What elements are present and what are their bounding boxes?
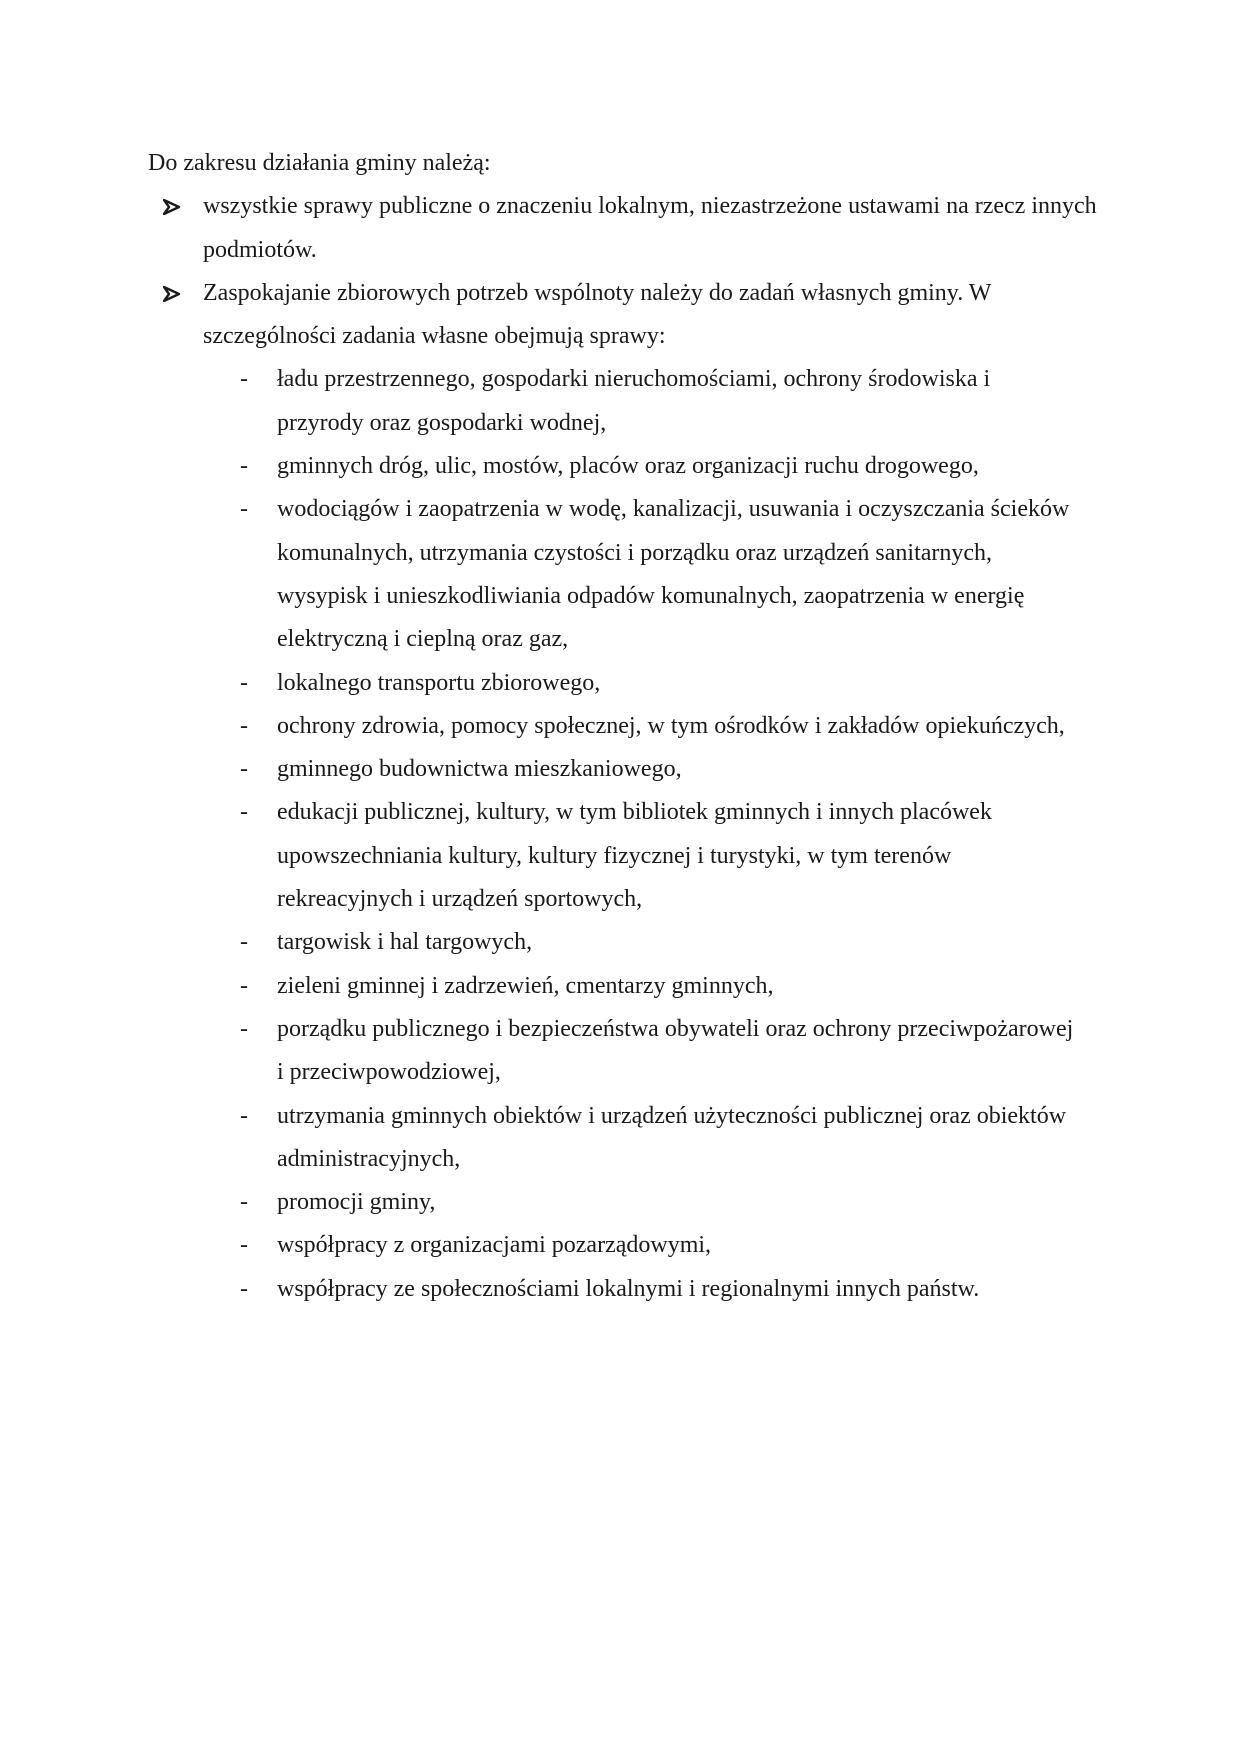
sub-item-text: promocji gminy, — [277, 1189, 436, 1216]
dash-bullet: - — [240, 1189, 248, 1216]
dash-bullet: - — [240, 669, 248, 696]
bullet-text: Zaspokajanie zbiorowych potrzeb wspólnoty należy do zadań własnych gminy. W szczególności zadania własne obejmują sprawy: — [203, 279, 992, 350]
dash-bullet: - — [240, 496, 248, 523]
dash-bullet: - — [240, 366, 248, 393]
sub-item-text: współpracy ze społecznościami lokalnymi i regionalnymi innych państw. — [277, 1275, 980, 1302]
sub-list-item — [203, 358, 1108, 445]
dash-bullet: - — [240, 756, 248, 783]
sub-list-item — [203, 965, 1108, 1008]
sub-list-item — [203, 921, 1108, 964]
task-sub-list — [203, 358, 1108, 1311]
sub-list-item — [203, 488, 1108, 661]
dash-bullet: - — [240, 453, 248, 480]
dash-bullet: - — [240, 1232, 248, 1259]
dash-bullet: - — [240, 712, 248, 739]
sub-list-item — [203, 445, 1108, 488]
bullet-text: wszystkie sprawy publiczne o znaczeniu lokalnym, niezastrzeżone ustawami na rzecz innych podmiotów. — [203, 193, 1097, 263]
document-content — [148, 142, 1108, 1311]
sub-item-text: ładu przestrzennego, gospodarki nieruchomościami, ochrony środowiska i przyrody oraz gospodarki wodnej, — [277, 366, 991, 436]
sub-item-text: współpracy z organizacjami pozarządowymi, — [277, 1232, 712, 1259]
sub-item-text: utrzymania gminnych obiektów i urządzeń użyteczności publicznej oraz obiektów administracyjnych, — [277, 1102, 1067, 1172]
bullet-item — [148, 185, 1108, 272]
sub-list-item — [203, 1268, 1108, 1311]
sub-item-text: edukacji publicznej, kultury, w tym bibliotek gminnych i innych placówek upowszechniania kultury, kultury fizycznej i turystyki, w tym terenów rekreacyjnych i urządzeń sportowych, — [277, 799, 992, 913]
dash-bullet: - — [240, 1275, 248, 1302]
bullet-item — [148, 272, 1108, 1311]
sub-list-item — [203, 1181, 1108, 1224]
sub-item-text: gminnych dróg, ulic, mostów, placów oraz organizacji ruchu drogowego, — [277, 453, 979, 480]
dash-bullet: - — [240, 1015, 248, 1042]
sub-list-item — [203, 1224, 1108, 1267]
sub-list-item — [203, 662, 1108, 705]
dash-bullet: - — [240, 929, 248, 956]
sub-item-text: wodociągów i zaopatrzenia w wodę, kanalizacji, usuwania i oczyszczania ścieków komunalnych, utrzymania czystości i porządku oraz urządzeń sanitarnych, wysypisk i unieszkodliwiania odpadów komunalnych, zaopatrzenia w energię elektryczną i cieplną oraz gaz, — [277, 496, 1070, 653]
main-bullet-list — [148, 185, 1108, 1311]
sub-list-item — [203, 1008, 1108, 1095]
sub-item-text: zieleni gminnej i zadrzewień, cmentarzy gminnych, — [277, 972, 774, 999]
dash-bullet: - — [240, 799, 248, 826]
sub-item-text: gminnego budownictwa mieszkaniowego, — [277, 756, 682, 783]
arrow-bullet-icon — [163, 272, 185, 315]
arrow-bullet-icon — [163, 185, 185, 228]
sub-list-item — [203, 748, 1108, 791]
dash-bullet: - — [240, 1102, 248, 1129]
sub-list-item — [203, 705, 1108, 748]
sub-item-text: porządku publicznego i bezpieczeństwa obywateli oraz ochrony przeciwpożarowej i przeciwpowodziowej, — [277, 1015, 1074, 1086]
sub-item-text: lokalnego transportu zbiorowego, — [277, 669, 601, 696]
sub-item-text: ochrony zdrowia, pomocy społecznej, w tym ośrodków i zakładów opiekuńczych, — [277, 712, 1065, 739]
sub-item-text: targowisk i hal targowych, — [277, 929, 533, 956]
sub-list-item — [203, 791, 1108, 921]
sub-list-item — [203, 1095, 1108, 1182]
dash-bullet: - — [240, 972, 248, 999]
intro-paragraph: Do zakresu działania gminy należą: — [148, 150, 491, 176]
